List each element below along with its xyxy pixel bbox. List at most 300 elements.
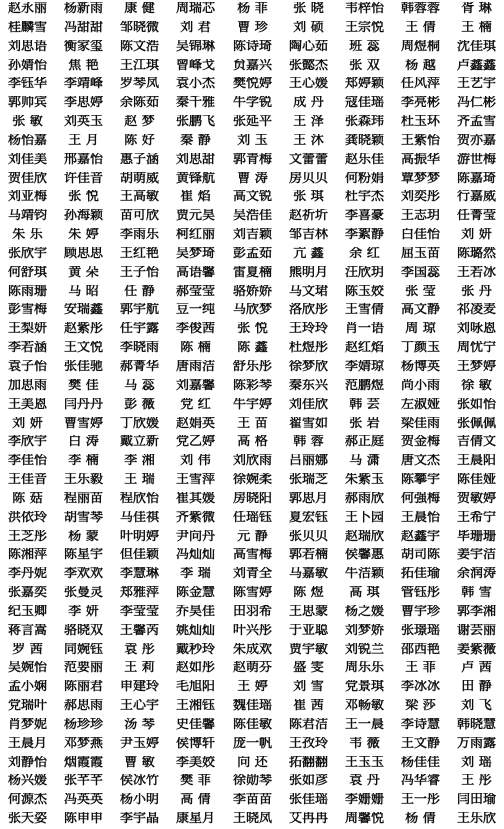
name-cell: 马文珺: [288, 284, 328, 298]
roster-row: [0, 810, 504, 828]
name-cell: 张 双: [349, 58, 380, 72]
name-cell: 同婉钰: [63, 642, 103, 656]
name-cell: 高 格: [237, 435, 268, 449]
name-cell: 齐孟雪: [456, 115, 496, 129]
name-cell: 屈玉苗: [400, 246, 440, 260]
name-cell: 陈 楠: [180, 341, 211, 355]
name-cell: 闫丹丹: [63, 397, 103, 411]
name-cell: 陈申申: [63, 812, 103, 826]
roster-row: [0, 132, 504, 150]
roster-row: [0, 264, 504, 282]
name-cell: 杨 蒙: [68, 529, 99, 543]
name-cell: 马 昭: [68, 284, 99, 298]
roster-row: [0, 716, 504, 734]
name-cell: 徐 敏: [461, 378, 492, 392]
name-cell: 贺佳欣: [7, 171, 47, 185]
name-cell: 刘佳欣: [288, 397, 328, 411]
name-cell: 李国蕊: [400, 265, 440, 279]
name-cell: 张 琪: [293, 190, 324, 204]
name-cell: 拓翻翻: [288, 755, 328, 769]
name-cell: 焦 艳: [68, 58, 99, 72]
name-cell: 蒋言嵩: [7, 623, 47, 637]
name-cell: 侯博轩: [175, 736, 215, 750]
name-cell: 李佳怡: [7, 454, 47, 468]
roster-row: [0, 358, 504, 376]
name-cell: 张懿杰: [288, 58, 328, 72]
name-cell: 黄锋航: [175, 171, 215, 185]
roster-row: [0, 622, 504, 640]
name-cell: 加思雨: [7, 378, 47, 392]
name-cell: 唐雨洁: [175, 359, 215, 373]
name-cell: 赵红焰: [344, 341, 384, 355]
name-cell: 白 涛: [68, 435, 99, 449]
name-cell: 牛洁颖: [344, 567, 384, 581]
name-cell: 马欣梦: [232, 303, 272, 317]
name-cell: 雷夏楠: [232, 265, 272, 279]
name-cell: 邢嘉怡: [63, 152, 103, 166]
name-cell: 贾元昊: [175, 209, 215, 223]
name-cell: 王一彤: [400, 793, 440, 807]
name-cell: 周煜桐: [400, 39, 440, 53]
name-cell: 陈彩琴: [232, 378, 272, 392]
name-cell: 王志玥: [400, 209, 440, 223]
name-cell: 陈佳娅: [456, 473, 496, 487]
name-cell: 李冰冰: [400, 680, 440, 694]
name-cell: 房晓阳: [232, 491, 272, 505]
name-cell: 高文锐: [232, 190, 272, 204]
name-cell: 尹玉婷: [119, 736, 159, 750]
name-cell: 曹雪婷: [63, 416, 103, 430]
name-cell: 戴秒玲: [175, 642, 215, 656]
name-cell: 张 岩: [349, 416, 380, 430]
name-cell: 陈雨珊: [7, 284, 47, 298]
roster-row: [0, 94, 504, 112]
name-cell: 刘锐兰: [344, 642, 384, 656]
name-cell: 赵永丽: [7, 2, 47, 15]
name-cell: 马嘉敏: [288, 567, 328, 581]
roster-row: [0, 490, 504, 508]
name-cell: 曾峰戈: [175, 58, 215, 72]
name-cell: 胡雪琴: [63, 510, 103, 524]
name-cell: 陈璐然: [456, 246, 496, 260]
name-cell: 张 敏: [12, 115, 43, 129]
name-cell: 李喜豪: [344, 209, 384, 223]
name-cell: 朱 婷: [68, 228, 99, 242]
name-cell: 李丹妮: [7, 567, 47, 581]
name-cell: 秦东兴: [288, 378, 328, 392]
name-cell: 王子怡: [119, 265, 159, 279]
name-cell: 熊明月: [288, 265, 328, 279]
name-cell: 肖一语: [344, 322, 384, 336]
name-cell: 丁欣媛: [119, 416, 159, 430]
name-cell: 郭青梅: [232, 152, 272, 166]
name-cell: 张如彦: [288, 774, 328, 788]
name-cell: 刘 玉: [237, 133, 268, 147]
name-cell: 亢 鑫: [293, 246, 324, 260]
name-cell: 王 沐: [293, 133, 324, 147]
name-cell: 王心媛: [288, 77, 328, 91]
name-cell: 贠嘉兴: [232, 58, 272, 72]
name-cell: 闫田瑜: [456, 793, 496, 807]
roster-row: [0, 452, 504, 470]
name-cell: 齐紫微: [175, 510, 215, 524]
name-cell: 李欣宇: [7, 435, 47, 449]
name-cell: 杨新雨: [63, 2, 103, 15]
roster-row: [0, 75, 504, 93]
name-cell: 刘思甜: [175, 152, 215, 166]
name-cell: 王玉玉: [344, 755, 384, 769]
name-cell: 曹 敏: [124, 755, 155, 769]
name-cell: 叶兴彤: [232, 623, 272, 637]
roster-row: [0, 791, 504, 809]
name-cell: 舒乐彤: [232, 359, 272, 373]
name-cell: 陈星宇: [63, 548, 103, 562]
name-cell: 毛旭阳: [175, 680, 215, 694]
name-cell: 张佳驰: [63, 359, 103, 373]
name-cell: 班 蕊: [349, 39, 380, 53]
name-cell: 杨之媛: [344, 604, 384, 618]
roster-row: [0, 697, 504, 715]
roster-row: [0, 584, 504, 602]
name-cell: 牛宇婷: [232, 397, 272, 411]
name-cell: 袁 丹: [349, 774, 380, 788]
name-cell: 陈玉姣: [344, 284, 384, 298]
name-cell: 高语馨: [175, 265, 215, 279]
name-cell: 李诗慧: [400, 717, 440, 731]
name-cell: 胡萌威: [119, 171, 159, 185]
roster-row: [0, 565, 504, 583]
name-cell: 高 倩: [180, 793, 211, 807]
roster-row: [0, 377, 504, 395]
name-cell: 黄 朵: [68, 265, 99, 279]
name-cell: 陈攀宇: [400, 473, 440, 487]
name-cell: 罗 茜: [12, 642, 43, 656]
name-cell: 陈 鑫: [237, 341, 268, 355]
name-cell: 苗可欣: [119, 209, 159, 223]
name-cell: 汪欣玥: [344, 265, 384, 279]
name-cell: 高雪梅: [232, 548, 272, 562]
name-cell: 李俊茜: [175, 322, 215, 336]
name-cell: 王文悦: [63, 341, 103, 355]
name-cell: 马 蕊: [124, 378, 155, 392]
name-cell: 刘梦娇: [344, 623, 384, 637]
name-cell: 管钰彤: [400, 586, 440, 600]
name-cell: 刘思语: [7, 39, 47, 53]
name-cell: 赵祈圻: [288, 209, 328, 223]
name-cell: 贺亦嘉: [456, 133, 496, 147]
name-cell: 孙婧怡: [7, 58, 47, 72]
name-cell: 张贝贝: [288, 529, 328, 543]
name-cell: 周馨悦: [344, 812, 384, 826]
name-cell: 王紫怡: [400, 133, 440, 147]
name-cell: 王美恩: [7, 397, 47, 411]
name-cell: 吉倩文: [456, 435, 496, 449]
name-cell: 陈君洁: [288, 717, 328, 731]
name-cell: 郭思月: [288, 491, 328, 505]
name-cell: 杜煜彤: [288, 341, 328, 355]
name-cell: 韩 蓉: [293, 435, 324, 449]
name-cell: 周瑞芯: [175, 2, 215, 15]
name-cell: 高振华: [400, 152, 440, 166]
name-cell: 王 菲: [405, 661, 436, 675]
name-cell: 张 悦: [237, 322, 268, 336]
name-cell: 李美姣: [175, 755, 215, 769]
name-cell: 杨兴媛: [7, 774, 47, 788]
name-cell: 赵萌芬: [232, 661, 272, 675]
name-cell: 盛 雯: [293, 661, 324, 675]
name-cell: 孙海颖: [63, 209, 103, 223]
name-cell: 张 晓: [293, 2, 324, 15]
name-cell: 田 静: [461, 680, 492, 694]
name-cell: 张欣宇: [7, 246, 47, 260]
name-cell: 张如怡: [456, 397, 496, 411]
name-cell: 秦千雅: [175, 96, 215, 110]
name-cell: 杨 菲: [237, 2, 268, 15]
name-cell: 房贝贝: [288, 171, 328, 185]
roster-row: [0, 226, 504, 244]
roster-row: [0, 641, 504, 659]
name-cell: 王若冰: [456, 265, 496, 279]
name-cell: 袁 彤: [124, 642, 155, 656]
name-cell: 王湘钰: [175, 699, 215, 713]
roster-row: [0, 772, 504, 790]
name-cell: 陈文浩: [119, 39, 159, 53]
roster-row: [0, 396, 504, 414]
name-cell: 徐勋琴: [232, 774, 272, 788]
name-cell: 王晨阳: [456, 454, 496, 468]
name-cell: 张鹏飞: [175, 115, 215, 129]
name-cell: 尹向丹: [175, 529, 215, 543]
name-cell: 魏佳瑶: [232, 699, 272, 713]
name-cell: 陈 煜: [293, 586, 324, 600]
name-cell: 韩 芸: [349, 397, 380, 411]
name-cell: 崔其媛: [175, 491, 215, 505]
name-cell: 余陈茹: [119, 96, 159, 110]
name-cell: 刘 飞: [461, 699, 492, 713]
name-cell: 王红艳: [119, 246, 159, 260]
name-cell: 陈雪婷: [232, 586, 272, 600]
roster-row: [0, 603, 504, 621]
roster-row: [0, 678, 504, 696]
name-cell: 向 还: [237, 755, 268, 769]
roster-row: [0, 735, 504, 753]
name-cell: 但佳颖: [119, 548, 159, 562]
name-cell: 王芝彤: [7, 529, 47, 543]
name-cell: 李欢欢: [63, 567, 103, 581]
name-cell: 刘英玉: [63, 115, 103, 129]
name-cell: 陈嘉琦: [456, 171, 496, 185]
name-cell: 王佳音: [7, 473, 47, 487]
name-cell: 白佳怡: [400, 228, 440, 242]
name-cell: 马 潇: [349, 454, 380, 468]
name-cell: 樊悦婷: [232, 77, 272, 91]
name-cell: 刘青全: [232, 567, 272, 581]
roster-row: [0, 546, 504, 564]
name-cell: 王 彤: [461, 774, 492, 788]
name-cell: 郝雨欣: [344, 491, 384, 505]
name-cell: 李 瑞: [180, 567, 211, 581]
name-cell: 王玲玲: [288, 322, 328, 336]
name-cell: 高文静: [400, 303, 440, 317]
name-cell: 李姗姗: [344, 793, 384, 807]
name-cell: 洛欣彤: [288, 303, 328, 317]
name-cell: 杜玉环: [400, 115, 440, 129]
name-cell: 郝正庭: [344, 435, 384, 449]
name-cell: 王一晨: [344, 717, 384, 731]
name-cell: 吕丽娜: [288, 454, 328, 468]
name-cell: 洪依玲: [7, 510, 47, 524]
name-cell: 叶明婷: [119, 529, 159, 543]
name-cell: 豆一纯: [175, 303, 215, 317]
name-cell: 韩蓉蓉: [400, 2, 440, 15]
name-cell: 贺敏婷: [456, 491, 496, 505]
name-cell: 张 莹: [405, 284, 436, 298]
name-cell: 冯甜甜: [63, 20, 103, 34]
roster-row: [0, 113, 504, 131]
name-cell: 贺金梅: [400, 435, 440, 449]
name-cell: 柯红丽: [175, 228, 215, 242]
name-cell: 韦梓怡: [344, 2, 384, 15]
name-cell: 王馨芮: [119, 623, 159, 637]
name-cell: 何强梅: [400, 491, 440, 505]
name-cell: 李若涵: [7, 341, 47, 355]
name-cell: 邵西艳: [400, 642, 440, 656]
name-cell: 秦 静: [180, 133, 211, 147]
name-cell: 寇佳瑶: [344, 96, 384, 110]
name-cell: 党瑞叶: [7, 699, 47, 713]
name-cell: 赵瑞欣: [344, 529, 384, 543]
name-cell: 张曼灵: [63, 586, 103, 600]
name-cell: 王思蒙: [288, 604, 328, 618]
name-cell: 汤 琴: [124, 717, 155, 731]
name-cell: 孟小娴: [7, 680, 47, 694]
name-cell: 赵紫彤: [63, 322, 103, 336]
name-cell: 王孜玲: [288, 736, 328, 750]
name-cell: 王乐欣: [456, 812, 496, 826]
name-cell: 陈金慧: [175, 586, 215, 600]
name-cell: 成 丹: [293, 96, 324, 110]
name-cell: 李思婷: [63, 96, 103, 110]
name-cell: 郝菁华: [119, 359, 159, 373]
name-cell: 范要丽: [63, 661, 103, 675]
name-cell: 纪玉卿: [7, 604, 47, 618]
name-cell: 艾冉冉: [288, 812, 328, 826]
name-cell: 郑雅萍: [119, 586, 159, 600]
name-cell: 姜宇洁: [456, 548, 496, 562]
name-cell: 樊 佳: [68, 378, 99, 392]
name-cell: 王卜园: [344, 510, 384, 524]
name-cell: 任菁莹: [456, 209, 496, 223]
name-cell: 丁颜玉: [400, 341, 440, 355]
name-cell: 康 健: [124, 2, 155, 15]
roster-row: [0, 471, 504, 489]
name-cell: 刘 君: [180, 20, 211, 34]
name-cell: 邓畅敏: [344, 699, 384, 713]
name-cell: 朱紫玉: [344, 473, 384, 487]
name-cell: 龚晓颖: [344, 133, 384, 147]
name-cell: 王高敏: [119, 190, 159, 204]
name-cell: 康星月: [175, 812, 215, 826]
name-cell: 刘 妍: [461, 228, 492, 242]
name-cell: 李婧琼: [344, 359, 384, 373]
name-cell: 王文静: [400, 736, 440, 750]
name-cell: 李 楠: [68, 454, 99, 468]
name-cell: 党景琪: [344, 680, 384, 694]
name-cell: 王希宁: [456, 510, 496, 524]
name-cell: 卢鑫鑫: [456, 58, 496, 72]
name-cell: 刘 瑶: [461, 755, 492, 769]
name-cell: 郭帅宾: [7, 96, 47, 110]
name-cell: 衡家玺: [63, 39, 103, 53]
name-cell: 陈 好: [124, 133, 155, 147]
name-cell: 谢芸丽: [456, 623, 496, 637]
name-cell: 翟雪如: [288, 416, 328, 430]
roster-row: [0, 245, 504, 263]
name-cell: 侯馨惠: [344, 548, 384, 562]
name-cell: 张嘉奕: [7, 586, 47, 600]
roster-row: [0, 19, 504, 37]
name-cell: 党乙婷: [175, 435, 215, 449]
name-cell: 张瑞芝: [288, 473, 328, 487]
name-cell: 李苗苗: [232, 793, 272, 807]
name-cell: 崔 焰: [180, 190, 211, 204]
name-cell: 周 琼: [405, 322, 436, 336]
name-cell: 王乐毅: [63, 473, 103, 487]
name-cell: 王心宇: [119, 699, 159, 713]
roster-row: [0, 170, 504, 188]
name-cell: 毕珊珊: [456, 529, 496, 543]
name-cell: 任 静: [124, 284, 155, 298]
name-cell: 张 丹: [461, 284, 492, 298]
name-cell: 王 楠: [461, 20, 492, 34]
name-cell: 王宗悦: [344, 20, 384, 34]
name-cell: 元 静: [237, 529, 268, 543]
roster-row: [0, 528, 504, 546]
name-cell: 刘嘉馨: [175, 378, 215, 392]
name-cell: 万雨露: [456, 736, 496, 750]
name-cell: 徐婉柔: [232, 473, 272, 487]
name-cell: 陶心茹: [288, 39, 328, 53]
name-cell: 郝莹莹: [175, 284, 215, 298]
name-cell: 冯华睿: [400, 774, 440, 788]
name-cell: 刘 妍: [12, 416, 43, 430]
name-cell: 杨 倩: [405, 812, 436, 826]
name-cell: 王雪倩: [344, 303, 384, 317]
name-cell: 袁小杰: [175, 77, 215, 91]
name-cell: 王江琪: [119, 58, 159, 72]
name-cell: 王 倩: [405, 20, 436, 34]
name-cell: 吴浩佳: [232, 209, 272, 223]
name-cell: 李雨乐: [119, 228, 159, 242]
roster-row: [0, 415, 504, 433]
name-cell: 徐梦欣: [288, 359, 328, 373]
name-cell: 崔 茜: [293, 699, 324, 713]
name-cell: 彭雪梅: [7, 303, 47, 317]
name-cell: 乔昊佳: [175, 604, 215, 618]
name-cell: 李絮静: [344, 228, 384, 242]
name-cell: 樊 菲: [180, 774, 211, 788]
name-cell: 杨佳佳: [400, 755, 440, 769]
name-cell: 冯英英: [63, 793, 103, 807]
name-cell: 尚小雨: [400, 378, 440, 392]
name-cell: 王晨怡: [400, 510, 440, 524]
name-cell: 杨珍珍: [63, 717, 103, 731]
name-cell: 覃梦梦: [400, 171, 440, 185]
roster-row: [0, 509, 504, 527]
name-cell: 赵娟英: [175, 416, 215, 430]
name-cell: 王梨妍: [7, 322, 47, 336]
name-cell: 朱 乐: [12, 228, 43, 242]
